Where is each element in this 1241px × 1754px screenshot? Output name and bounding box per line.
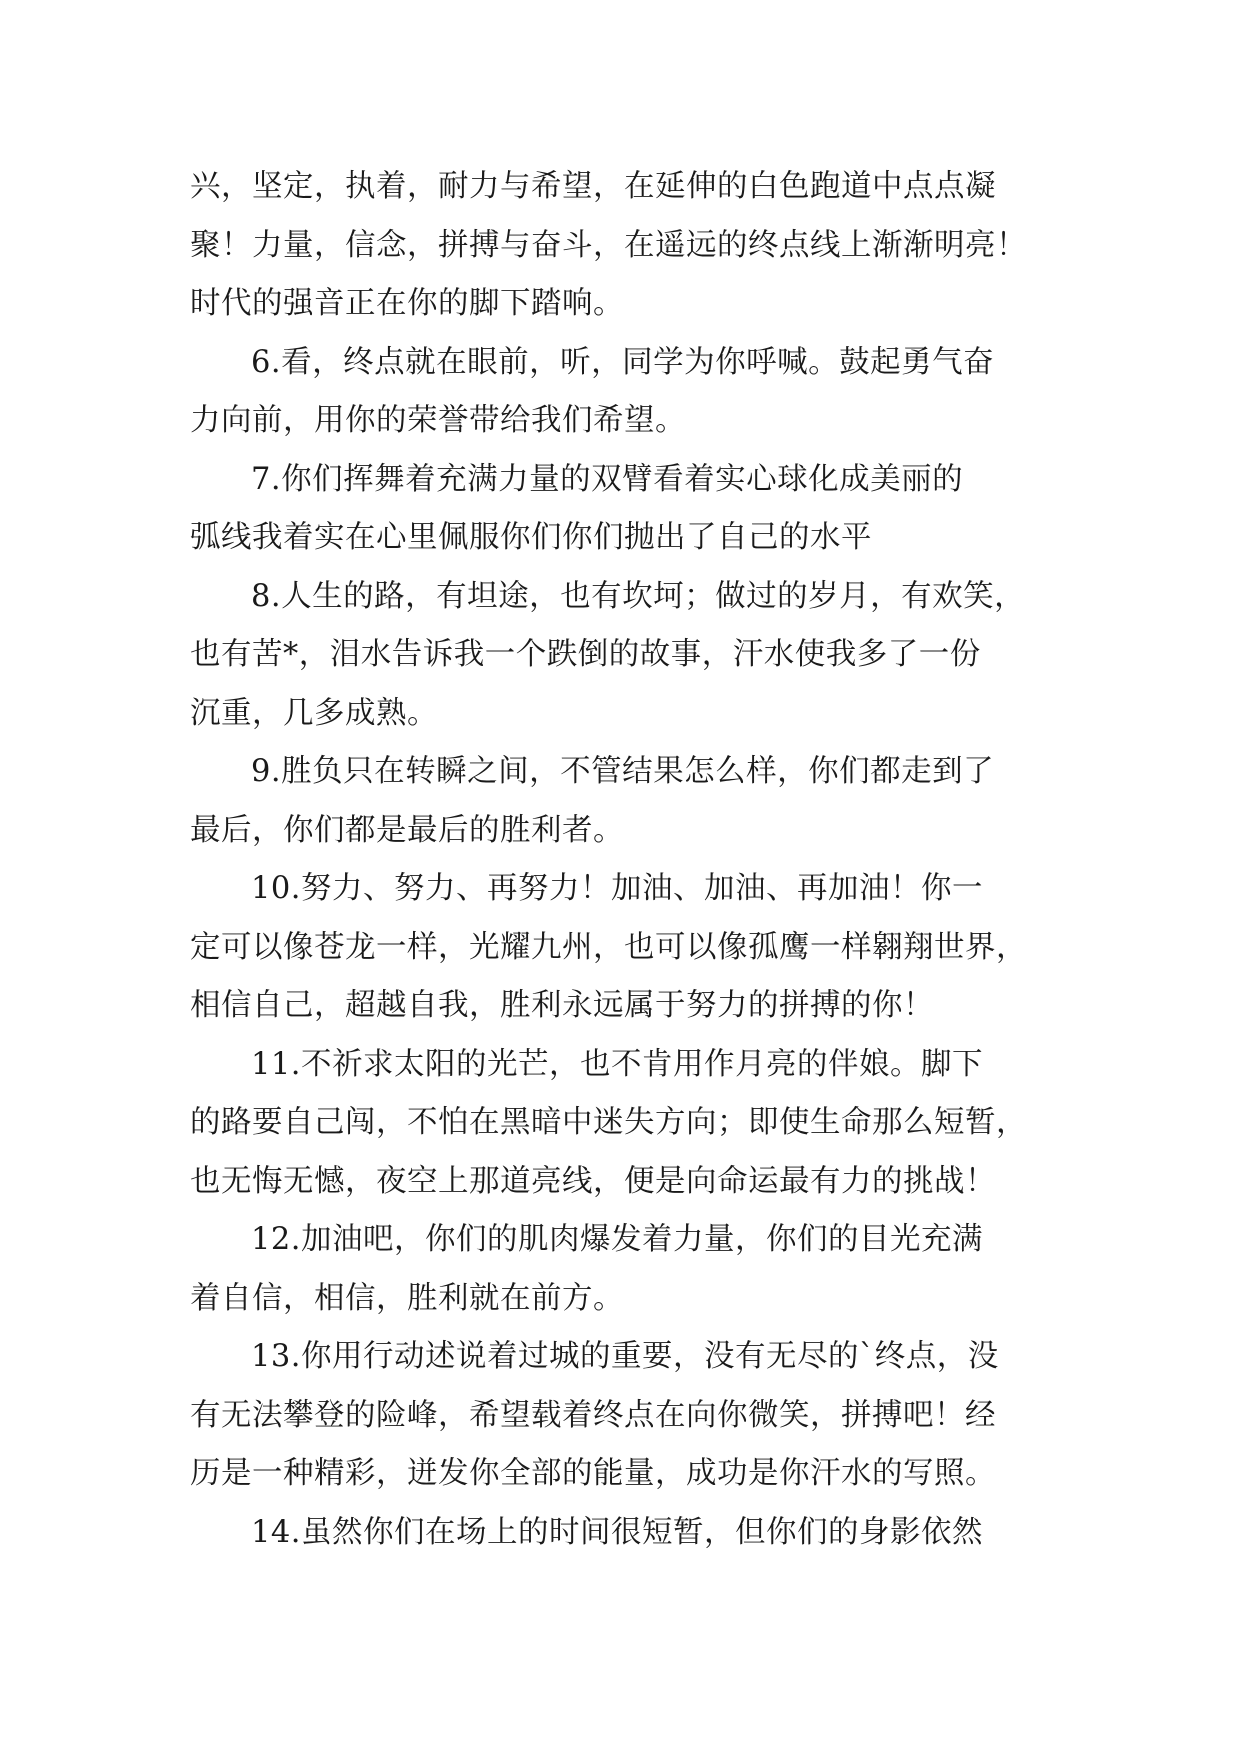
text-line: 的路要自己闯，不怕在黑暗中迷失方向；即使生命那么短暂， <box>190 1105 1027 1140</box>
paragraph-11-start: 11.不祈求太阳的光芒，也不肯用作月亮的伴娘。脚下 <box>251 1046 984 1082</box>
text-line: 也有苦*，泪水告诉我一个跌倒的故事，汗水使我多了一份 <box>190 637 981 672</box>
text-line: 也无悔无憾，夜空上那道亮线，便是向命运最有力的挑战！ <box>190 1163 996 1199</box>
text-line: 力向前，用你的荣誉带给我们希望。 <box>190 403 686 438</box>
paragraph-14-start: 14.虽然你们在场上的时间很短暂，但你们的身影依然 <box>251 1514 984 1550</box>
paragraph-9-start: 9.胜负只在转瞬之间，不管结果怎么样，你们都走到了 <box>251 754 995 789</box>
text-line: 弧线我着实在心里佩服你们你们抛出了自己的水平 <box>190 520 872 555</box>
paragraph-8-start: 8.人生的路，有坦途，也有坎坷；做过的岁月，有欢笑， <box>251 578 1026 614</box>
text-line: 有无法攀登的险峰，希望载着终点在向你微笑，拼搏吧！经 <box>190 1397 996 1433</box>
text-line: 历是一种精彩，迸发你全部的能量，成功是你汗水的写照。 <box>190 1456 996 1491</box>
document-body <box>190 158 1050 1562</box>
paragraph-12-start: 12.加油吧，你们的肌肉爆发着力量，你们的目光充满 <box>251 1222 984 1257</box>
text-line: 聚！力量，信念，拼搏与奋斗，在遥远的终点线上渐渐明亮！ <box>190 227 1027 263</box>
text-line: 定可以像苍龙一样，光耀九州，也可以像孤鹰一样翱翔世界， <box>190 929 1027 965</box>
paragraph-6-start: 6.看，终点就在眼前，听，同学为你呼喊。鼓起勇气奋 <box>251 344 995 380</box>
text-line: 相信自己，超越自我，胜利永远属于努力的拼搏的你！ <box>190 988 934 1023</box>
text-line: 沉重，几多成熟。 <box>190 695 438 731</box>
text-line: 着自信，相信，胜利就在前方。 <box>190 1280 624 1316</box>
text-line: 时代的强音正在你的脚下踏响。 <box>190 286 624 321</box>
paragraph-13-start: 13.你用行动述说着过城的重要，没有无尽的`终点，没 <box>251 1339 999 1374</box>
text-line: 兴，坚定，执着，耐力与希望，在延伸的白色跑道中点点凝 <box>190 169 996 204</box>
paragraph-7-start: 7.你们挥舞着充满力量的双臂看着实心球化成美丽的 <box>251 461 964 497</box>
paragraph-10-start: 10.努力、努力、再努力！加油、加油、再加油！你一 <box>251 871 984 906</box>
text-line: 最后，你们都是最后的胜利者。 <box>190 812 624 848</box>
